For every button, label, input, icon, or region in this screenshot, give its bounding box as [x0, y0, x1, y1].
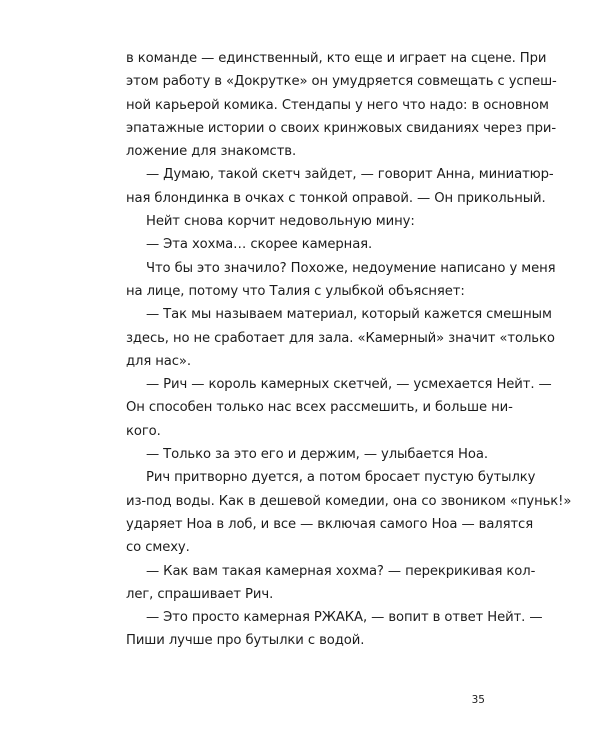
- text-line: ная блондинка в очках с тонкой оправой. — Он прикольный.: [126, 190, 546, 206]
- text-line: в команде — единственный, кто еще и играет на сцене. При: [126, 51, 547, 66]
- text-line: из-под воды. Как в дешевой комедии, она со звоником «пуньк!»: [126, 493, 572, 509]
- text-line: ложение для знакомств.: [126, 144, 297, 160]
- text-line: со смеху.: [126, 540, 190, 556]
- text-line: — Думаю, такой скетч зайдет, — говорит Анна, миниатюр-: [146, 167, 554, 183]
- text-line: этом работу в «Докрутке» он умудряется совмещать с успеш-: [126, 74, 557, 90]
- text-line: Что бы это значило? Похоже, недоумение написано у меня: [146, 260, 556, 276]
- text-line: Пиши лучше про бутылки с водой.: [126, 633, 365, 649]
- text-line: для нас».: [126, 353, 191, 369]
- text-line: здесь, но не сработает для зала. «Камерный» значит «только: [126, 330, 555, 346]
- text-line: ударяет Ноа в лоб, и все — включая самого Ноа — валятся: [126, 516, 534, 532]
- page-number: 35: [471, 694, 485, 706]
- text-line: на лице, потому что Талия с улыбкой объясняет:: [126, 283, 465, 299]
- text-line: — Это просто камерная РЖАКА, — вопит в ответ Нейт. —: [146, 610, 543, 626]
- text-line: Рич притворно дуется, а потом бросает пустую бутылку: [146, 470, 536, 486]
- text-line: — Эта хохма… скорее камерная.: [146, 237, 373, 253]
- text-line: лег, спрашивает Рич.: [126, 586, 274, 602]
- text-line: — Так мы называем материал, который кажется смешным: [146, 307, 552, 323]
- text-line: ной карьерой комика. Стендапы у него что надо: в основном: [126, 97, 549, 113]
- text-line: эпатажные истории о своих кринжовых свиданиях через при-: [126, 120, 557, 136]
- text-line: Нейт снова корчит недовольную мину:: [146, 214, 415, 230]
- text-line: — Рич — король камерных скетчей, — усмехается Нейт. —: [146, 377, 552, 393]
- text-line: — Только за это его и держим, — улыбается Ноа.: [146, 447, 488, 463]
- text-line: кого.: [126, 423, 161, 439]
- text-line: — Как вам такая камерная хохма? — перекрикивая кол-: [146, 563, 536, 579]
- text-line: Он способен только нас всех рассмешить, и больше ни-: [126, 400, 513, 416]
- body-text: [126, 47, 572, 653]
